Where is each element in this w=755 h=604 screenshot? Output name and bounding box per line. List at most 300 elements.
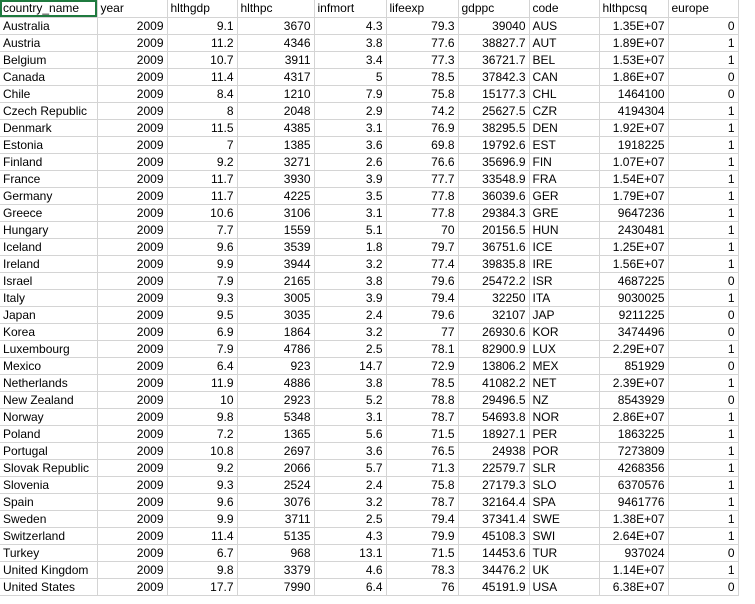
cell-hlthpc[interactable]: 2697 [237,442,314,459]
cell-gdppc[interactable]: 20156.5 [458,221,529,238]
cell-hlthpcsq[interactable]: 9211225 [599,306,668,323]
cell-europe[interactable]: 0 [668,85,738,102]
cell-hlthgdp[interactable]: 9.6 [167,238,237,255]
cell-hlthgdp[interactable]: 9.8 [167,408,237,425]
cell-europe[interactable]: 1 [668,408,738,425]
cell-hlthpcsq[interactable]: 1.53E+07 [599,51,668,68]
cell-europe[interactable]: 1 [668,459,738,476]
cell-hlthgdp[interactable]: 9.3 [167,289,237,306]
cell-lifeexp[interactable]: 71.3 [386,459,458,476]
cell-code[interactable]: NOR [529,408,599,425]
cell-lifeexp[interactable]: 78.1 [386,340,458,357]
cell-infmort[interactable]: 6.4 [314,578,386,595]
cell-gdppc[interactable]: 25627.5 [458,102,529,119]
cell-code[interactable]: FIN [529,153,599,170]
cell-hlthgdp[interactable]: 7.9 [167,272,237,289]
cell-lifeexp[interactable]: 69.8 [386,136,458,153]
cell-europe[interactable]: 1 [668,493,738,510]
cell-gdppc[interactable]: 26930.6 [458,323,529,340]
cell-hlthpcsq[interactable]: 1.25E+07 [599,238,668,255]
cell-country-name[interactable]: Norway [0,408,97,425]
cell-hlthgdp[interactable]: 11.4 [167,527,237,544]
cell-lifeexp[interactable]: 78.3 [386,561,458,578]
cell-hlthpcsq[interactable]: 1.86E+07 [599,68,668,85]
cell-hlthpcsq[interactable]: 1918225 [599,136,668,153]
cell-infmort[interactable]: 3.1 [314,119,386,136]
cell-hlthpc[interactable]: 3106 [237,204,314,221]
cell-europe[interactable]: 1 [668,153,738,170]
header-cell-lifeexp[interactable]: lifeexp [386,0,458,17]
cell-code[interactable]: HUN [529,221,599,238]
cell-infmort[interactable]: 14.7 [314,357,386,374]
cell-year[interactable]: 2009 [97,510,167,527]
cell-code[interactable]: ICE [529,238,599,255]
cell-hlthpc[interactable]: 3670 [237,17,314,34]
cell-gdppc[interactable]: 82900.9 [458,340,529,357]
cell-hlthpc[interactable]: 3930 [237,170,314,187]
cell-infmort[interactable]: 3.6 [314,136,386,153]
cell-europe[interactable]: 0 [668,306,738,323]
cell-country-name[interactable]: United States [0,578,97,595]
cell-hlthpcsq[interactable]: 1.92E+07 [599,119,668,136]
cell-hlthgdp[interactable]: 10.7 [167,51,237,68]
cell-year[interactable]: 2009 [97,561,167,578]
cell-hlthpcsq[interactable]: 1.35E+07 [599,17,668,34]
cell-europe[interactable]: 1 [668,289,738,306]
cell-hlthpcsq[interactable]: 8543929 [599,391,668,408]
cell-hlthpcsq[interactable]: 6.38E+07 [599,578,668,595]
cell-country-name[interactable]: Luxembourg [0,340,97,357]
header-cell-europe[interactable]: europe [668,0,738,17]
cell-year[interactable]: 2009 [97,153,167,170]
cell-year[interactable]: 2009 [97,272,167,289]
cell-gdppc[interactable]: 37842.3 [458,68,529,85]
cell-hlthgdp[interactable]: 6.9 [167,323,237,340]
cell-country-name[interactable]: Australia [0,17,97,34]
cell-gdppc[interactable]: 18927.1 [458,425,529,442]
cell-country-name[interactable]: Denmark [0,119,97,136]
cell-lifeexp[interactable]: 78.5 [386,68,458,85]
cell-europe[interactable]: 1 [668,374,738,391]
cell-lifeexp[interactable]: 79.4 [386,510,458,527]
cell-hlthpcsq[interactable]: 9030025 [599,289,668,306]
cell-infmort[interactable]: 2.5 [314,340,386,357]
cell-hlthpc[interactable]: 3539 [237,238,314,255]
cell-hlthgdp[interactable]: 9.2 [167,459,237,476]
cell-infmort[interactable]: 13.1 [314,544,386,561]
cell-code[interactable]: AUS [529,17,599,34]
cell-gdppc[interactable]: 13806.2 [458,357,529,374]
cell-year[interactable]: 2009 [97,527,167,544]
cell-code[interactable]: CAN [529,68,599,85]
cell-country-name[interactable]: France [0,170,97,187]
cell-hlthpc[interactable]: 3379 [237,561,314,578]
cell-year[interactable]: 2009 [97,340,167,357]
cell-code[interactable]: ISR [529,272,599,289]
cell-europe[interactable]: 1 [668,170,738,187]
cell-country-name[interactable]: Greece [0,204,97,221]
cell-country-name[interactable]: Italy [0,289,97,306]
cell-hlthpc[interactable]: 5348 [237,408,314,425]
cell-lifeexp[interactable]: 78.8 [386,391,458,408]
cell-infmort[interactable]: 3.8 [314,272,386,289]
cell-code[interactable]: JAP [529,306,599,323]
cell-year[interactable]: 2009 [97,119,167,136]
cell-lifeexp[interactable]: 76.6 [386,153,458,170]
cell-country-name[interactable]: Czech Republic [0,102,97,119]
cell-gdppc[interactable]: 54693.8 [458,408,529,425]
cell-hlthpc[interactable]: 2923 [237,391,314,408]
cell-infmort[interactable]: 4.3 [314,17,386,34]
cell-europe[interactable]: 1 [668,425,738,442]
cell-year[interactable]: 2009 [97,357,167,374]
cell-lifeexp[interactable]: 79.6 [386,272,458,289]
cell-hlthpc[interactable]: 4225 [237,187,314,204]
cell-hlthgdp[interactable]: 9.1 [167,17,237,34]
cell-hlthgdp[interactable]: 9.9 [167,255,237,272]
cell-hlthpc[interactable]: 2165 [237,272,314,289]
cell-infmort[interactable]: 5.7 [314,459,386,476]
cell-lifeexp[interactable]: 72.9 [386,357,458,374]
cell-country-name[interactable]: Korea [0,323,97,340]
cell-lifeexp[interactable]: 79.6 [386,306,458,323]
cell-lifeexp[interactable]: 79.7 [386,238,458,255]
cell-europe[interactable]: 1 [668,102,738,119]
cell-year[interactable]: 2009 [97,442,167,459]
cell-hlthpc[interactable]: 2524 [237,476,314,493]
cell-europe[interactable]: 1 [668,476,738,493]
cell-year[interactable]: 2009 [97,204,167,221]
cell-infmort[interactable]: 5 [314,68,386,85]
cell-code[interactable]: NET [529,374,599,391]
cell-hlthpcsq[interactable]: 1.56E+07 [599,255,668,272]
cell-gdppc[interactable]: 38827.7 [458,34,529,51]
cell-country-name[interactable]: Austria [0,34,97,51]
cell-lifeexp[interactable]: 71.5 [386,544,458,561]
cell-code[interactable]: EST [529,136,599,153]
cell-gdppc[interactable]: 24938 [458,442,529,459]
cell-hlthgdp[interactable]: 11.7 [167,170,237,187]
cell-hlthpcsq[interactable]: 1863225 [599,425,668,442]
cell-hlthpcsq[interactable]: 9647236 [599,204,668,221]
cell-code[interactable]: SLO [529,476,599,493]
cell-year[interactable]: 2009 [97,476,167,493]
cell-gdppc[interactable]: 29496.5 [458,391,529,408]
cell-hlthgdp[interactable]: 8.4 [167,85,237,102]
cell-hlthgdp[interactable]: 11.2 [167,34,237,51]
cell-hlthpc[interactable]: 5135 [237,527,314,544]
cell-hlthgdp[interactable]: 11.5 [167,119,237,136]
cell-europe[interactable]: 1 [668,561,738,578]
cell-country-name[interactable]: Belgium [0,51,97,68]
cell-country-name[interactable]: Turkey [0,544,97,561]
cell-gdppc[interactable]: 19792.6 [458,136,529,153]
cell-infmort[interactable]: 2.4 [314,306,386,323]
cell-lifeexp[interactable]: 77.7 [386,170,458,187]
cell-code[interactable]: SLR [529,459,599,476]
header-cell-hlthgdp[interactable]: hlthgdp [167,0,237,17]
cell-country-name[interactable]: Japan [0,306,97,323]
cell-code[interactable]: SPA [529,493,599,510]
cell-infmort[interactable]: 3.8 [314,34,386,51]
header-cell-hlthpc[interactable]: hlthpc [237,0,314,17]
cell-infmort[interactable]: 3.2 [314,493,386,510]
cell-europe[interactable]: 1 [668,255,738,272]
cell-hlthpcsq[interactable]: 4687225 [599,272,668,289]
cell-year[interactable]: 2009 [97,187,167,204]
cell-hlthpc[interactable]: 3944 [237,255,314,272]
cell-lifeexp[interactable]: 77.4 [386,255,458,272]
cell-code[interactable]: GER [529,187,599,204]
cell-infmort[interactable]: 2.9 [314,102,386,119]
cell-hlthpcsq[interactable]: 4268356 [599,459,668,476]
cell-code[interactable]: CZR [529,102,599,119]
cell-hlthpc[interactable]: 4346 [237,34,314,51]
cell-europe[interactable]: 1 [668,340,738,357]
cell-country-name[interactable]: Israel [0,272,97,289]
header-cell-gdppc[interactable]: gdppc [458,0,529,17]
cell-europe[interactable]: 1 [668,442,738,459]
cell-year[interactable]: 2009 [97,85,167,102]
cell-code[interactable]: UK [529,561,599,578]
cell-gdppc[interactable]: 39040 [458,17,529,34]
cell-hlthpc[interactable]: 3076 [237,493,314,510]
cell-lifeexp[interactable]: 77.6 [386,34,458,51]
cell-hlthgdp[interactable]: 7.2 [167,425,237,442]
cell-hlthpcsq[interactable]: 1.14E+07 [599,561,668,578]
cell-year[interactable]: 2009 [97,391,167,408]
cell-gdppc[interactable]: 41082.2 [458,374,529,391]
cell-lifeexp[interactable]: 78.7 [386,493,458,510]
header-cell-infmort[interactable]: infmort [314,0,386,17]
cell-hlthpcsq[interactable]: 2.64E+07 [599,527,668,544]
cell-hlthpcsq[interactable]: 1.38E+07 [599,510,668,527]
cell-year[interactable]: 2009 [97,306,167,323]
cell-gdppc[interactable]: 38295.5 [458,119,529,136]
cell-hlthgdp[interactable]: 6.4 [167,357,237,374]
cell-lifeexp[interactable]: 79.9 [386,527,458,544]
cell-country-name[interactable]: Canada [0,68,97,85]
cell-hlthpc[interactable]: 2066 [237,459,314,476]
cell-country-name[interactable]: Spain [0,493,97,510]
cell-hlthpc[interactable]: 4317 [237,68,314,85]
cell-year[interactable]: 2009 [97,68,167,85]
cell-lifeexp[interactable]: 75.8 [386,476,458,493]
cell-hlthpcsq[interactable]: 2430481 [599,221,668,238]
cell-lifeexp[interactable]: 75.8 [386,85,458,102]
cell-hlthpcsq[interactable]: 4194304 [599,102,668,119]
cell-lifeexp[interactable]: 76.5 [386,442,458,459]
cell-hlthpc[interactable]: 1365 [237,425,314,442]
cell-year[interactable]: 2009 [97,544,167,561]
cell-hlthpc[interactable]: 1210 [237,85,314,102]
cell-code[interactable]: POR [529,442,599,459]
cell-hlthpcsq[interactable]: 9461776 [599,493,668,510]
cell-lifeexp[interactable]: 76 [386,578,458,595]
cell-hlthpc[interactable]: 923 [237,357,314,374]
cell-country-name[interactable]: Estonia [0,136,97,153]
cell-year[interactable]: 2009 [97,221,167,238]
cell-hlthpcsq[interactable]: 7273809 [599,442,668,459]
cell-code[interactable]: AUT [529,34,599,51]
cell-country-name[interactable]: Mexico [0,357,97,374]
cell-gdppc[interactable]: 39835.8 [458,255,529,272]
cell-hlthpc[interactable]: 4786 [237,340,314,357]
cell-infmort[interactable]: 5.6 [314,425,386,442]
cell-hlthgdp[interactable]: 7.7 [167,221,237,238]
cell-hlthpcsq[interactable]: 2.86E+07 [599,408,668,425]
cell-gdppc[interactable]: 35696.9 [458,153,529,170]
cell-gdppc[interactable]: 29384.3 [458,204,529,221]
cell-year[interactable]: 2009 [97,170,167,187]
cell-hlthgdp[interactable]: 8 [167,102,237,119]
cell-lifeexp[interactable]: 70 [386,221,458,238]
cell-hlthpcsq[interactable]: 1.54E+07 [599,170,668,187]
cell-gdppc[interactable]: 22579.7 [458,459,529,476]
cell-gdppc[interactable]: 32107 [458,306,529,323]
cell-country-name[interactable]: Portugal [0,442,97,459]
cell-country-name[interactable]: Ireland [0,255,97,272]
cell-europe[interactable]: 0 [668,544,738,561]
cell-country-name[interactable]: Iceland [0,238,97,255]
cell-europe[interactable]: 1 [668,119,738,136]
cell-year[interactable]: 2009 [97,102,167,119]
cell-hlthpcsq[interactable]: 6370576 [599,476,668,493]
cell-europe[interactable]: 0 [668,357,738,374]
cell-hlthgdp[interactable]: 9.5 [167,306,237,323]
cell-gdppc[interactable]: 32250 [458,289,529,306]
cell-country-name[interactable]: Hungary [0,221,97,238]
cell-gdppc[interactable]: 34476.2 [458,561,529,578]
cell-infmort[interactable]: 3.5 [314,187,386,204]
cell-gdppc[interactable]: 15177.3 [458,85,529,102]
cell-europe[interactable]: 0 [668,578,738,595]
cell-infmort[interactable]: 5.2 [314,391,386,408]
cell-code[interactable]: USA [529,578,599,595]
cell-code[interactable]: ITA [529,289,599,306]
cell-code[interactable]: BEL [529,51,599,68]
cell-year[interactable]: 2009 [97,578,167,595]
header-cell-code[interactable]: code [529,0,599,17]
cell-hlthpc[interactable]: 3711 [237,510,314,527]
cell-europe[interactable]: 1 [668,136,738,153]
header-cell-hlthpcsq[interactable]: hlthpcsq [599,0,668,17]
cell-hlthgdp[interactable]: 7 [167,136,237,153]
cell-hlthgdp[interactable]: 9.8 [167,561,237,578]
cell-lifeexp[interactable]: 78.7 [386,408,458,425]
cell-hlthgdp[interactable]: 11.4 [167,68,237,85]
cell-year[interactable]: 2009 [97,136,167,153]
cell-infmort[interactable]: 3.4 [314,51,386,68]
cell-lifeexp[interactable]: 79.4 [386,289,458,306]
cell-europe[interactable]: 0 [668,68,738,85]
cell-code[interactable]: IRE [529,255,599,272]
cell-country-name[interactable]: New Zealand [0,391,97,408]
cell-hlthpcsq[interactable]: 1.07E+07 [599,153,668,170]
cell-hlthgdp[interactable]: 11.7 [167,187,237,204]
cell-hlthpcsq[interactable]: 1.89E+07 [599,34,668,51]
cell-hlthgdp[interactable]: 6.7 [167,544,237,561]
cell-code[interactable]: MEX [529,357,599,374]
cell-country-name[interactable]: Finland [0,153,97,170]
cell-gdppc[interactable]: 14453.6 [458,544,529,561]
cell-infmort[interactable]: 3.2 [314,323,386,340]
cell-lifeexp[interactable]: 79.3 [386,17,458,34]
cell-hlthpc[interactable]: 3035 [237,306,314,323]
cell-infmort[interactable]: 3.2 [314,255,386,272]
cell-code[interactable]: CHL [529,85,599,102]
cell-year[interactable]: 2009 [97,51,167,68]
cell-gdppc[interactable]: 45108.3 [458,527,529,544]
cell-country-name[interactable]: Chile [0,85,97,102]
cell-europe[interactable]: 0 [668,272,738,289]
cell-infmort[interactable]: 2.6 [314,153,386,170]
cell-code[interactable]: SWE [529,510,599,527]
cell-hlthpc[interactable]: 3911 [237,51,314,68]
cell-infmort[interactable]: 2.5 [314,510,386,527]
cell-country-name[interactable]: Sweden [0,510,97,527]
cell-code[interactable]: TUR [529,544,599,561]
cell-hlthgdp[interactable]: 9.2 [167,153,237,170]
cell-hlthpcsq[interactable]: 937024 [599,544,668,561]
cell-infmort[interactable]: 3.8 [314,374,386,391]
cell-lifeexp[interactable]: 76.9 [386,119,458,136]
cell-europe[interactable]: 1 [668,51,738,68]
cell-europe[interactable]: 1 [668,238,738,255]
cell-lifeexp[interactable]: 77 [386,323,458,340]
cell-lifeexp[interactable]: 77.3 [386,51,458,68]
cell-hlthpc[interactable]: 1864 [237,323,314,340]
cell-year[interactable]: 2009 [97,238,167,255]
cell-gdppc[interactable]: 37341.4 [458,510,529,527]
cell-year[interactable]: 2009 [97,17,167,34]
header-cell-year[interactable]: year [97,0,167,17]
cell-country-name[interactable]: Netherlands [0,374,97,391]
cell-hlthpc[interactable]: 968 [237,544,314,561]
cell-europe[interactable]: 0 [668,17,738,34]
cell-code[interactable]: LUX [529,340,599,357]
cell-infmort[interactable]: 3.6 [314,442,386,459]
cell-hlthpc[interactable]: 4385 [237,119,314,136]
cell-gdppc[interactable]: 36721.7 [458,51,529,68]
cell-code[interactable]: PER [529,425,599,442]
cell-code[interactable]: GRE [529,204,599,221]
cell-code[interactable]: NZ [529,391,599,408]
cell-year[interactable]: 2009 [97,408,167,425]
cell-hlthpc[interactable]: 2048 [237,102,314,119]
cell-europe[interactable]: 0 [668,323,738,340]
cell-year[interactable]: 2009 [97,425,167,442]
cell-lifeexp[interactable]: 71.5 [386,425,458,442]
cell-hlthpcsq[interactable]: 1464100 [599,85,668,102]
cell-infmort[interactable]: 3.1 [314,204,386,221]
cell-country-name[interactable]: Poland [0,425,97,442]
cell-europe[interactable]: 1 [668,187,738,204]
cell-code[interactable]: KOR [529,323,599,340]
cell-code[interactable]: SWI [529,527,599,544]
cell-lifeexp[interactable]: 78.5 [386,374,458,391]
cell-infmort[interactable]: 3.9 [314,170,386,187]
cell-gdppc[interactable]: 36751.6 [458,238,529,255]
cell-infmort[interactable]: 5.1 [314,221,386,238]
cell-year[interactable]: 2009 [97,255,167,272]
cell-hlthpc[interactable]: 4886 [237,374,314,391]
cell-europe[interactable]: 1 [668,527,738,544]
cell-infmort[interactable]: 1.8 [314,238,386,255]
cell-gdppc[interactable]: 27179.3 [458,476,529,493]
cell-infmort[interactable]: 4.6 [314,561,386,578]
cell-hlthgdp[interactable]: 7.9 [167,340,237,357]
